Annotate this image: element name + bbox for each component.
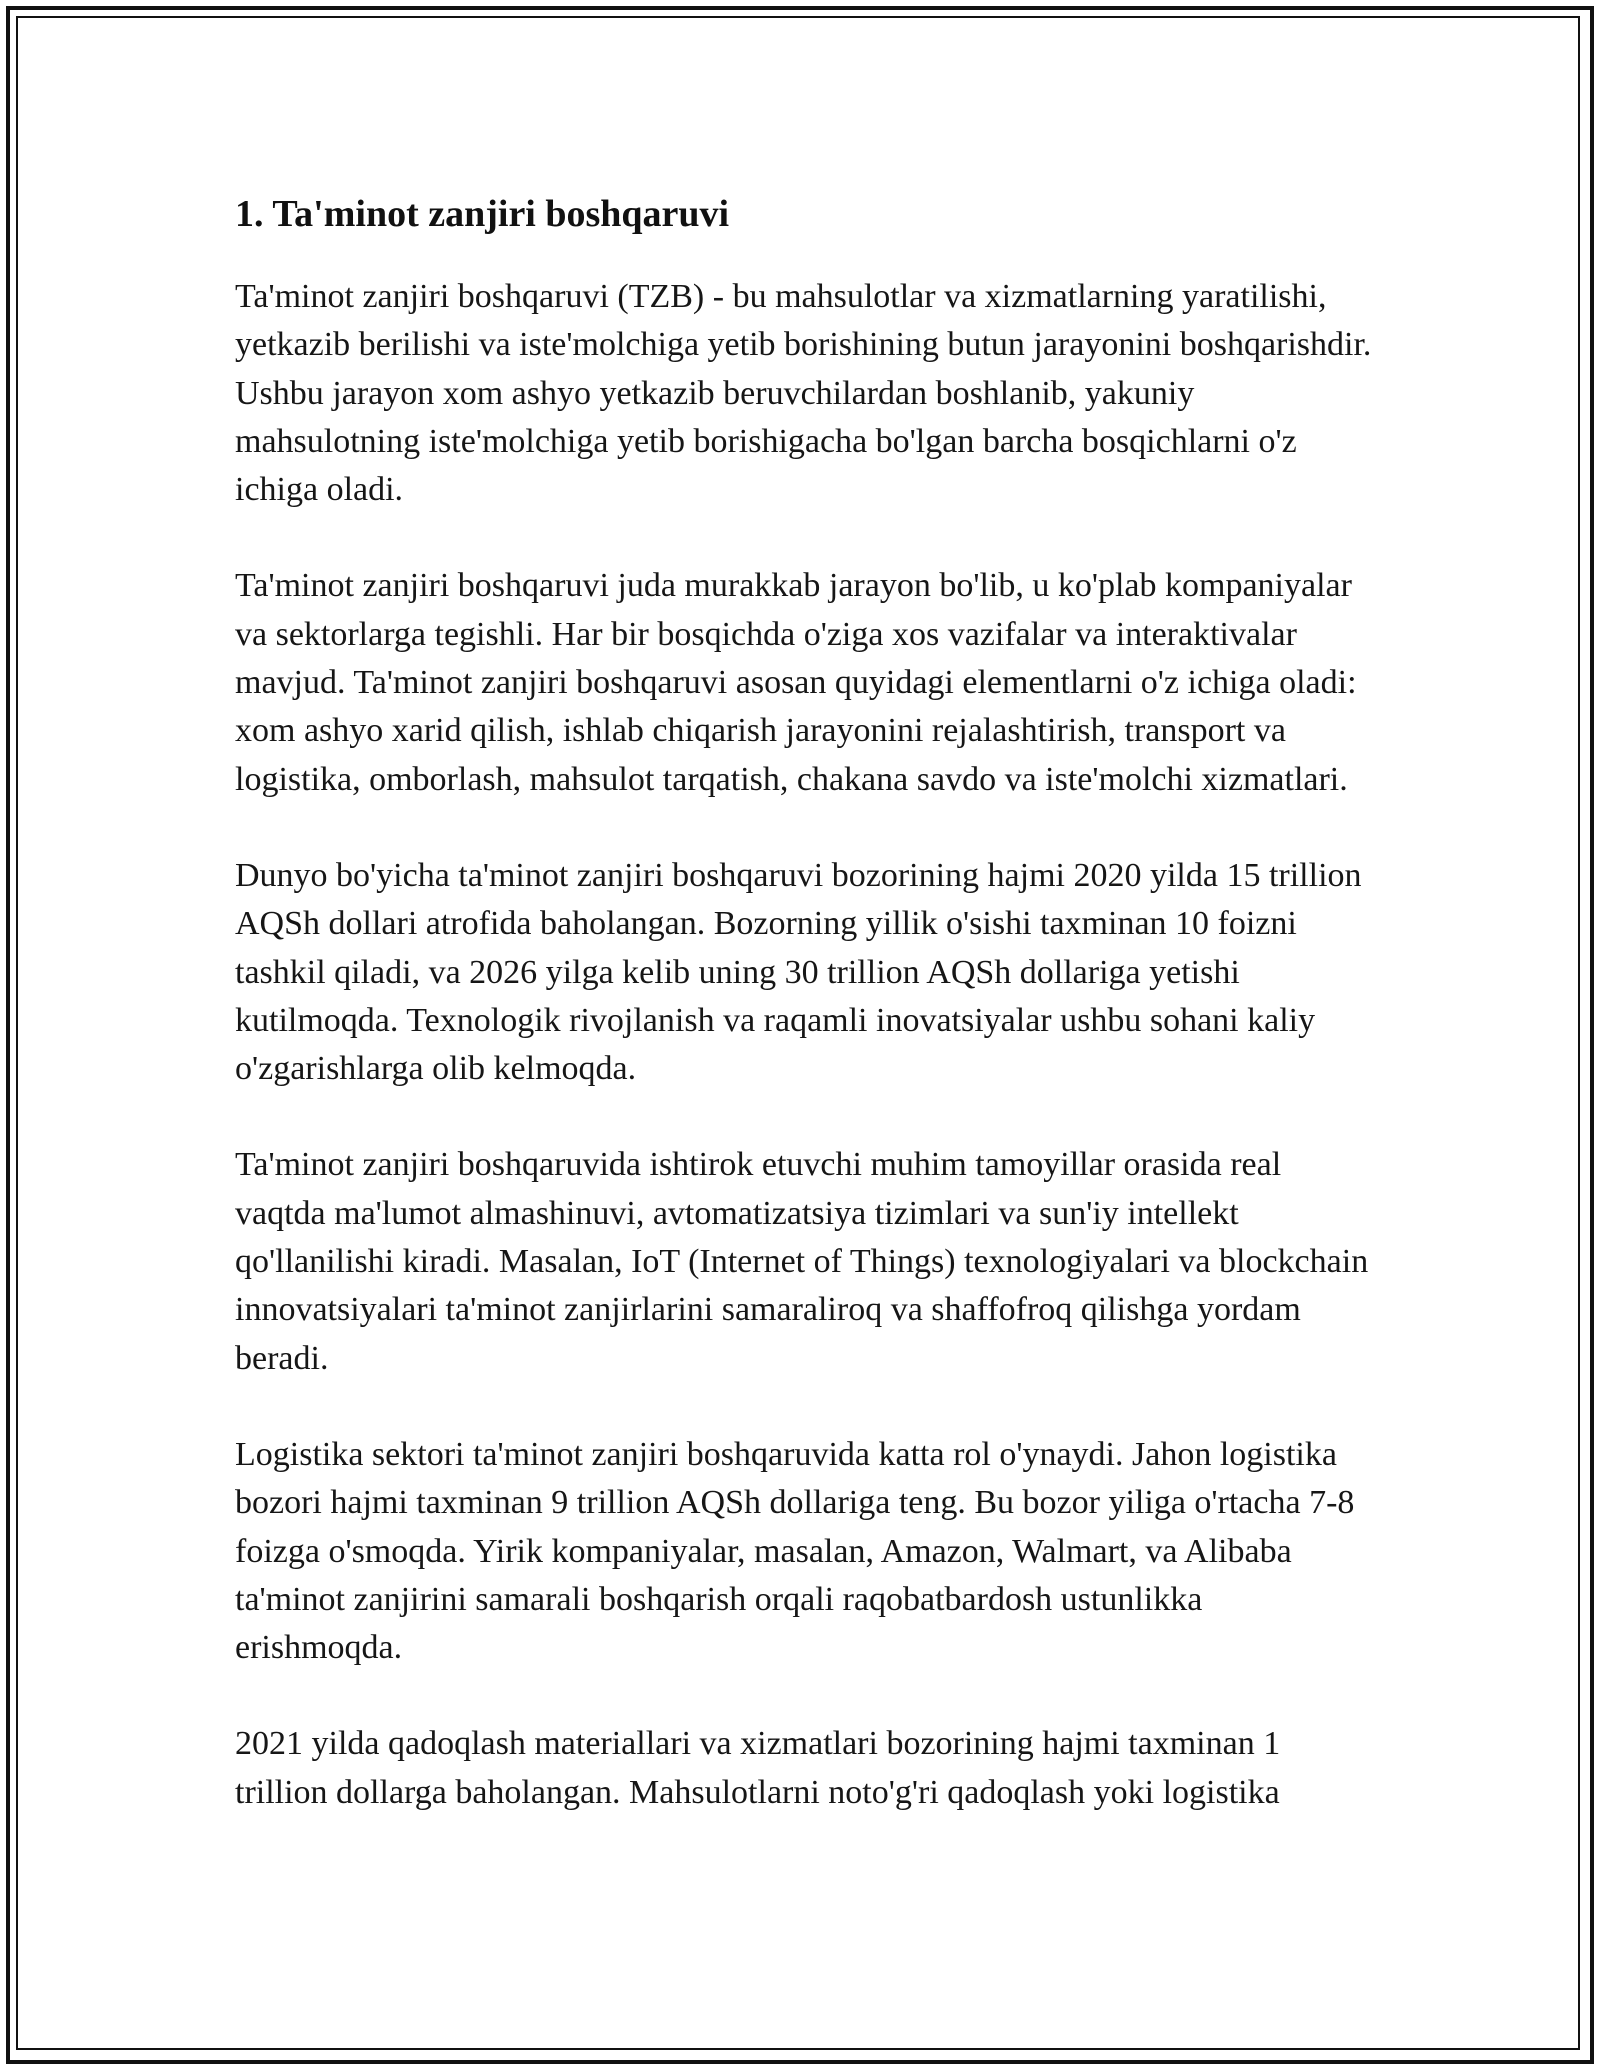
paragraph-6: 2021 yilda qadoqlash materiallari va xizmatlari bozorining hajmi taxminan 1 trillion dollarga baholangan. Mahsulotlarni noto'g'ri qadoqlash yoki logistika bbox=[235, 1725, 1281, 1811]
paragraph-1: Ta'minot zanjiri boshqaruvi (TZB) - bu mahsulotlar va xizmatlarning yaratilishi, yetkazib berilishi va iste'molchiga yetib borishining butun jarayonini boshqarishdir. Ushbu jarayon xom ashyo yetkazib beruvchilardan boshlanib, yakuniy mahsulotning iste'molchiga yetib borishigacha bo'lgan barcha bosqichlarni o'z ichiga oladi. bbox=[235, 278, 1372, 509]
section-heading: 1. Ta'minot zanjiri boshqaruvi bbox=[235, 193, 730, 235]
paragraph-4: Ta'minot zanjiri boshqaruvida ishtirok etuvchi muhim tamoyillar orasida real vaqtda ma'lumot almashinuvi, avtomatizatsiya tizimlari va sun'iy intellekt qo'llanilishi kiradi. Masalan, IoT (Internet of Things) texnologiyalari va blockchain innovatsiyalari ta'minot zanjirlarini samaraliroq va shaffofroq qilishga yordam beradi. bbox=[235, 1146, 1369, 1377]
paragraph-2: Ta'minot zanjiri boshqaruvi juda murakkab jarayon bo'lib, u ko'plab kompaniyalar va sektorlarga tegishli. Har bir bosqichda o'ziga xos vazifalar va interaktivalar mavjud. Ta'minot zanjiri boshqaruvi asosan quyidagi elementlarni o'z ichiga oladi: xom ashyo xarid qilish, ishlab chiqarish jarayonini rejalashtirish, transport va logistika, omborlash, mahsulot tarqatish, chakana savdo va iste'molchi xizmatlari. bbox=[235, 567, 1357, 798]
paragraph-3: Dunyo bo'yicha ta'minot zanjiri boshqaruvi bozorining hajmi 2020 yilda 15 trillion AQSh dollari atrofida baholangan. Bozorning yillik o'sishi taxminan 10 foizni tashkil qiladi, va 2026 yilga kelib uning 30 trillion AQSh dollariga yetishi kutilmoqda. Texnologik rivojlanish va raqamli inovatsiyalar ushbu sohani kaliy o'zgarishlarga olib kelmoqda. bbox=[235, 856, 1362, 1088]
document-body bbox=[235, 185, 1375, 1865]
paragraph-5: Logistika sektori ta'minot zanjiri boshqaruvida katta rol o'ynaydi. Jahon logistika bozori hajmi taxminan 9 trillion AQSh dollariga teng. Bu bozor yiliga o'rtacha 7-8 foizga o'smoqda. Yirik kompaniyalar, masalan, Amazon, Walmart, va Alibaba ta'minot zanjirini samarali boshqarish orqali raqobatbardosh ustunlikka erishmoqda. bbox=[235, 1435, 1355, 1667]
